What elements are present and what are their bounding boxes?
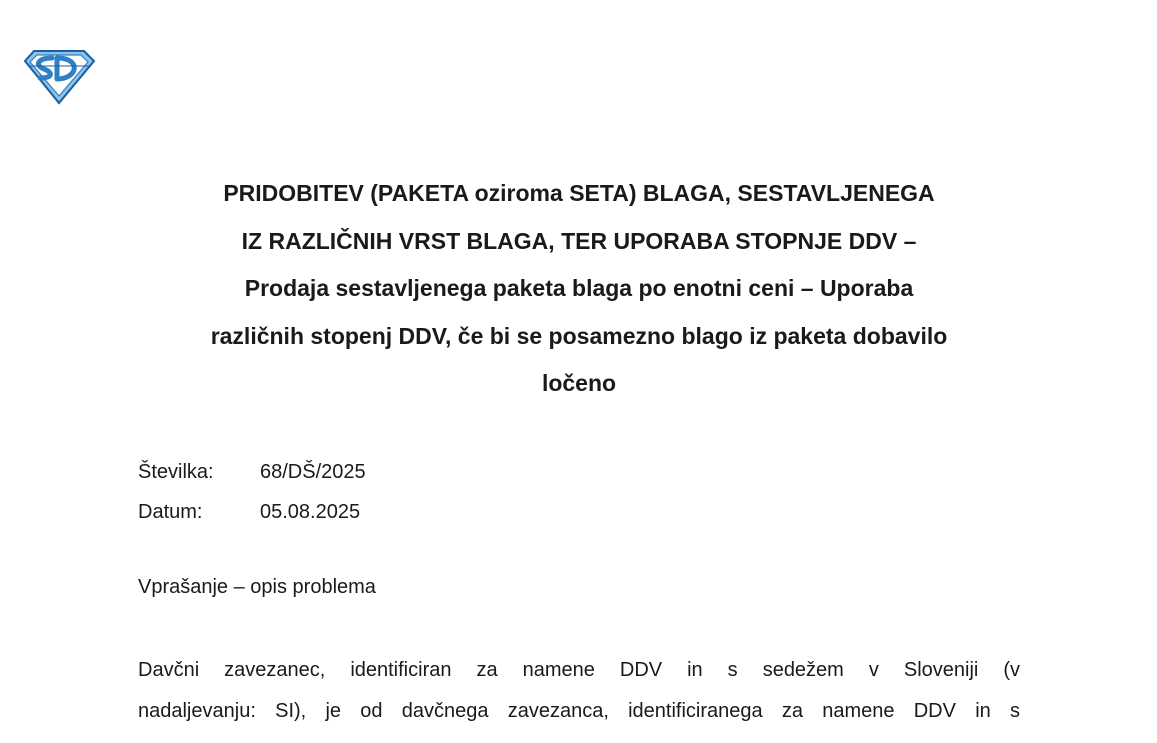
- fs-logo-icon: [22, 47, 96, 105]
- date-label: Datum:: [138, 501, 203, 523]
- title-line: ločeno: [541, 370, 617, 396]
- title-line: različnih stopenj DDV, če bi se posamezno blago iz paketa dobavilo: [210, 322, 948, 349]
- paragraph-line: nadaljevanju: SI), je od davčnega zavezanca, identificiranega za namene DDV in s: [138, 699, 1020, 722]
- meta-date-row: [138, 492, 366, 532]
- document-meta: [138, 452, 366, 532]
- paragraph: [138, 650, 1020, 731]
- document-title: [130, 170, 1028, 408]
- number-label: Številka:: [138, 461, 214, 483]
- title-line: IZ RAZLIČNIH VRST BLAGA, TER UPORABA STOPNJE DDV –: [241, 227, 917, 254]
- title-line: Prodaja sestavljenega paketa blaga po enotni ceni – Uporaba: [244, 275, 914, 301]
- section-heading: Vprašanje – opis problema: [138, 576, 376, 598]
- title-line: PRIDOBITEV (PAKETA oziroma SETA) BLAGA, SESTAVLJENEGA: [223, 180, 935, 206]
- meta-number-row: [138, 452, 366, 492]
- paragraph-line: Davčni zavezanec, identificiran za namene DDV in s sedežem v Sloveniji (v: [138, 659, 1020, 681]
- date-value: 05.08.2025: [260, 501, 361, 523]
- number-value: 68/DŠ/2025: [260, 461, 366, 483]
